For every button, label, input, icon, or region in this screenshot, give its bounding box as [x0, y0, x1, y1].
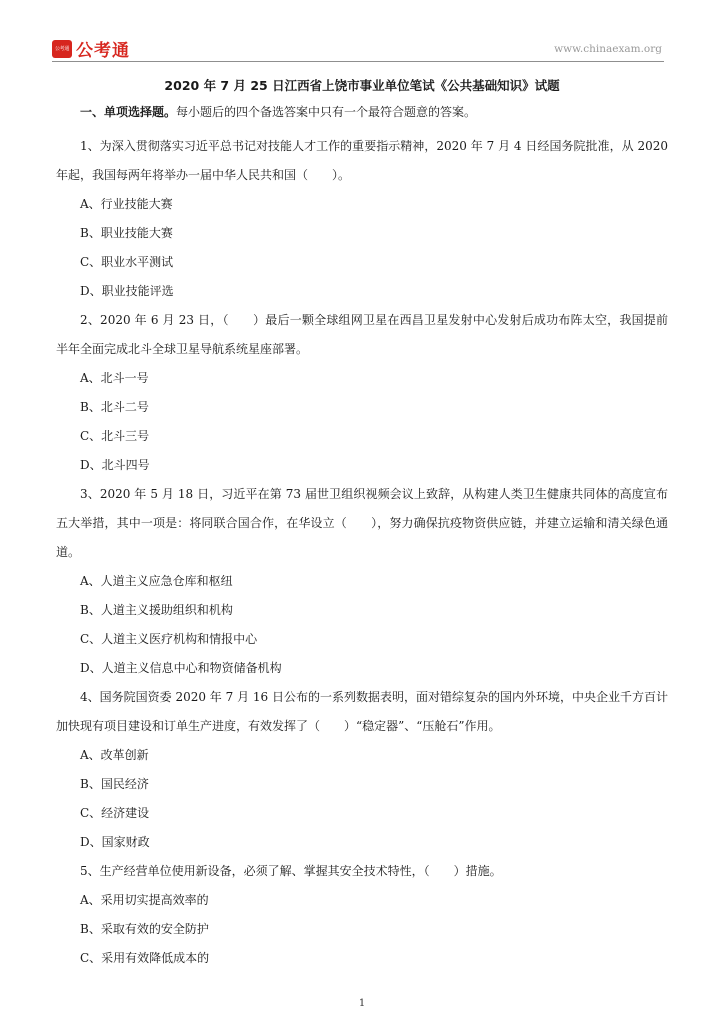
- header-divider: [52, 61, 664, 62]
- answer-option: D、职业技能评选: [80, 284, 174, 298]
- answer-option: A、北斗一号: [80, 371, 149, 385]
- document-body: [56, 77, 668, 973]
- answer-option: C、经济建设: [80, 806, 150, 820]
- answer-option: C、采用有效降低成本的: [80, 951, 210, 965]
- answer-option: B、人道主义援助组织和机构: [80, 603, 233, 617]
- answer-option: C、人道主义医疗机构和情报中心: [80, 632, 258, 646]
- answer-option: D、人道主义信息中心和物资储备机构: [80, 661, 282, 675]
- question-item: [56, 306, 668, 480]
- answer-option: B、采取有效的安全防护: [80, 922, 209, 936]
- question-item: [56, 683, 668, 857]
- answer-option: C、职业水平测试: [80, 255, 174, 269]
- answer-option: B、职业技能大赛: [80, 226, 173, 240]
- logo-text: 公考通: [76, 41, 130, 61]
- section-heading: [80, 103, 668, 121]
- question-stem: 1、为深入贯彻落实习近平总书记对技能人才工作的重要指示精神，2020 年 7 月 4 日经国务院批准，从 2020 年起，我国每两年将举办一届中华人民共和国（ ）。: [56, 139, 668, 182]
- site-url-link[interactable]: www.chinaexam.org: [554, 43, 662, 55]
- answer-option: B、国民经济: [80, 777, 149, 791]
- question-stem: 4、国务院国资委 2020 年 7 月 16 日公布的一系列数据表明，面对错综复杂的国内外环境，中央企业千方百计加快现有项目建设和订单生产进度，有效发挥了（ ）“稳定器”、“压舱石”作用。: [56, 690, 668, 733]
- section-heading-label: 一、单项选择题。: [80, 105, 177, 119]
- answer-option: A、人道主义应急仓库和枢纽: [80, 574, 233, 588]
- document-title: 2020 年 7 月 25 日江西省上饶市事业单位笔试《公共基础知识》试题: [164, 78, 560, 93]
- answer-option: D、北斗四号: [80, 458, 150, 472]
- answer-option: A、改革创新: [80, 748, 149, 762]
- page-number: 1: [358, 998, 366, 1009]
- page-header: [52, 33, 664, 61]
- logo-mark-icon: 公考通: [52, 40, 72, 58]
- answer-option: B、北斗二号: [80, 400, 149, 414]
- section-instruction: 每小题后的四个备选答案中只有一个最符合题意的答案。: [176, 105, 477, 119]
- question-stem: 3、2020 年 5 月 18 日，习近平在第 73 届世卫组织视频会议上致辞，从构建人类卫生健康共同体的高度宣布五大举措，其中一项是：将同联合国合作，在华设立（ ），努力确保抗疫物资供应链，并建立运输和清关绿色通道。: [56, 487, 668, 559]
- question-item: [56, 480, 668, 683]
- answer-option: A、行业技能大赛: [80, 197, 173, 211]
- answer-option: C、北斗三号: [80, 429, 150, 443]
- question-item: [56, 857, 668, 973]
- question-stem: 2、2020 年 6 月 23 日，（ ）最后一颗全球组网卫星在西昌卫星发射中心发射后成功布阵太空，我国提前半年全面完成北斗全球卫星导航系统星座部署。: [56, 313, 668, 356]
- question-item: [56, 132, 668, 306]
- question-list: [56, 132, 668, 973]
- answer-option: A、采用切实提高效率的: [80, 893, 209, 907]
- answer-option: D、国家财政: [80, 835, 150, 849]
- question-stem: 5、生产经营单位使用新设备，必须了解、掌握其安全技术特性，（ ）措施。: [80, 864, 502, 878]
- brand-logo[interactable]: [52, 36, 130, 61]
